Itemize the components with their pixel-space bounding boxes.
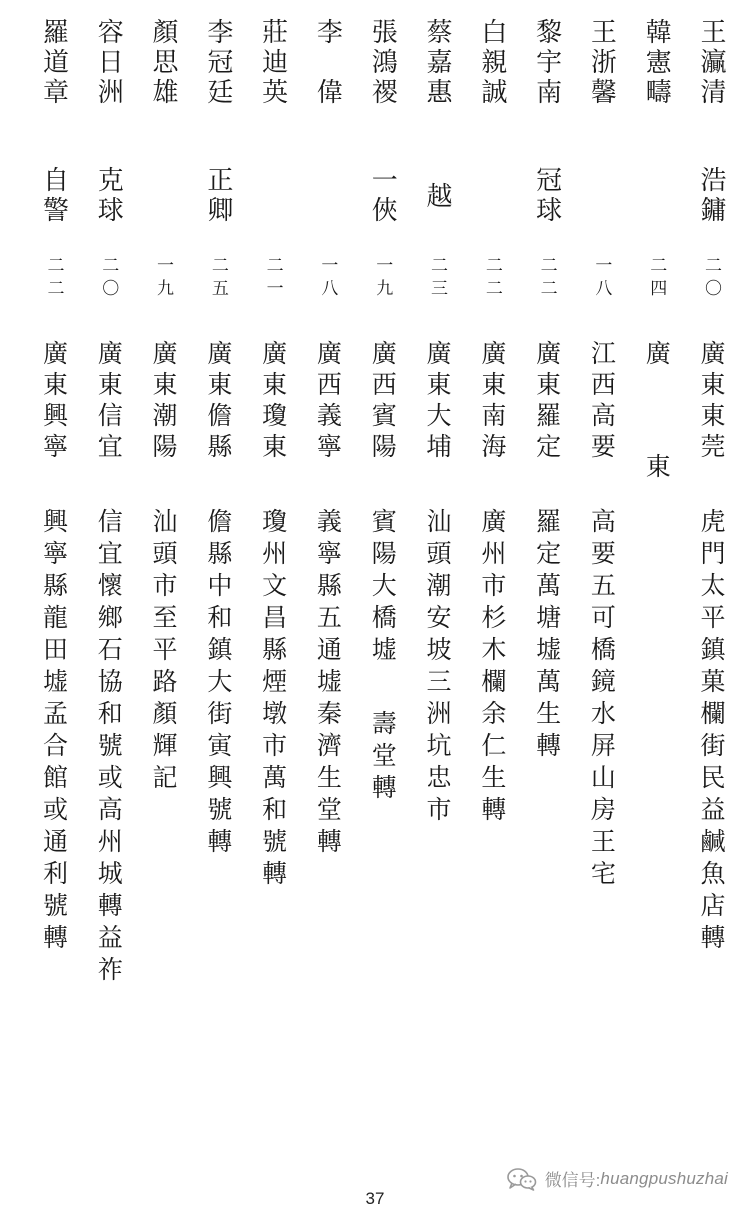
record-alias: 冠球 bbox=[531, 166, 562, 226]
record-birthplace: 廣東大埔 bbox=[423, 340, 453, 464]
record-birthplace: 廣東潮陽 bbox=[149, 340, 179, 464]
record-address: 瓊州文昌縣煙墩市萬和號轉 bbox=[258, 508, 288, 892]
record-birthplace: 廣西賓陽 bbox=[368, 340, 398, 464]
record-age: 一八 bbox=[591, 256, 612, 302]
record-alias: 自警 bbox=[38, 166, 69, 226]
record-name: 莊迪英 bbox=[257, 18, 288, 108]
wechat-watermark bbox=[507, 1166, 728, 1191]
record-address-main: 賓陽大橋墟 bbox=[368, 508, 398, 668]
record-name: 張鴻禝 bbox=[367, 18, 398, 108]
watermark-label: 微信号: bbox=[544, 1171, 601, 1190]
record-name: 王浙馨 bbox=[586, 18, 617, 108]
record-age: 一八 bbox=[317, 256, 338, 302]
page-number: 37 bbox=[365, 1189, 385, 1208]
record-name: 蔡嘉惠 bbox=[422, 18, 453, 108]
record-name: 李冠廷 bbox=[202, 18, 233, 108]
record-address: 義寧縣五通墟秦濟生堂轉 bbox=[313, 508, 343, 860]
record-name: 黎宇南 bbox=[531, 18, 562, 108]
record-name: 王灜清 bbox=[696, 18, 726, 108]
roster-record bbox=[464, 18, 519, 1058]
record-age: 二五 bbox=[207, 256, 228, 302]
record-name: 白親誠 bbox=[476, 18, 507, 108]
record-birthplace: 廣東東莞 bbox=[697, 340, 726, 464]
roster-record bbox=[300, 18, 355, 1058]
record-address: 興寧縣龍田墟孟合館或通利號轉 bbox=[39, 508, 69, 956]
roster-record bbox=[409, 18, 464, 1058]
record-birthplace: 江西高要 bbox=[587, 340, 617, 464]
record-age: 一九 bbox=[153, 256, 174, 302]
record-address: 高要五可橋鏡水屏山房王宅 bbox=[587, 508, 617, 892]
record-birthplace: 廣東興寧 bbox=[39, 340, 69, 464]
roster-record bbox=[628, 18, 683, 1058]
roster-record bbox=[354, 18, 409, 1058]
record-birthplace: 廣東信宜 bbox=[94, 340, 124, 464]
record-address: 儋縣中和鎮大街寅興號轉 bbox=[203, 508, 233, 860]
record-age: 二〇 bbox=[98, 256, 119, 302]
record-birthplace: 廣東羅定 bbox=[532, 340, 562, 464]
record-address: 信宜懷鄉石協和號或高州城轉益祚 bbox=[94, 508, 124, 988]
record-age: 二一 bbox=[262, 256, 283, 302]
record-address bbox=[354, 508, 409, 806]
record-address-continuation: 壽堂轉 bbox=[368, 710, 398, 806]
roster-record bbox=[190, 18, 245, 1058]
roster-record bbox=[135, 18, 190, 1058]
record-address: 廣州市杉木欄余仁生轉 bbox=[477, 508, 507, 828]
roster-record bbox=[574, 18, 629, 1058]
record-age: 二三 bbox=[427, 256, 448, 302]
record-age: 二二 bbox=[43, 256, 64, 302]
cadet-roster bbox=[26, 18, 738, 1058]
record-birthplace: 廣東 bbox=[642, 340, 672, 566]
record-address: 汕頭潮安坡三洲坑忠市 bbox=[423, 508, 453, 828]
record-name: 羅道章 bbox=[38, 18, 69, 108]
wechat-icon bbox=[507, 1167, 537, 1191]
record-birthplace: 廣東瓊東 bbox=[258, 340, 288, 464]
record-name: 韓憲疇 bbox=[641, 18, 672, 108]
roster-record bbox=[683, 18, 738, 1058]
record-address: 汕頭市至平路顏輝記 bbox=[149, 508, 179, 796]
record-birthplace: 廣東南海 bbox=[477, 340, 507, 464]
record-alias: 一俠 bbox=[367, 166, 398, 226]
record-age: 二〇 bbox=[701, 256, 721, 302]
record-birthplace: 廣東儋縣 bbox=[203, 340, 233, 464]
record-age: 二四 bbox=[646, 256, 667, 302]
roster-record bbox=[80, 18, 135, 1058]
roster-record bbox=[519, 18, 574, 1058]
record-age: 一九 bbox=[372, 256, 393, 302]
record-address: 羅定萬塘墟萬生轉 bbox=[532, 508, 562, 764]
watermark-brand: huangpushuzhai bbox=[600, 1168, 728, 1188]
record-birthplace: 廣西義寧 bbox=[313, 340, 343, 464]
record-alias: 正卿 bbox=[202, 166, 233, 226]
record-age: 二二 bbox=[536, 256, 557, 302]
roster-record bbox=[26, 18, 81, 1058]
record-name: 容日洲 bbox=[93, 18, 124, 108]
record-age: 二二 bbox=[481, 256, 502, 302]
record-alias: 浩鏞 bbox=[696, 166, 726, 226]
record-name: 李 偉 bbox=[312, 18, 343, 108]
record-alias: 克球 bbox=[93, 166, 124, 226]
record-address: 虎門太平鎮菓欄街民益鹹魚店轉 bbox=[697, 508, 726, 956]
record-alias: 越 bbox=[422, 182, 453, 212]
record-name: 顏思雄 bbox=[148, 18, 179, 108]
roster-record bbox=[245, 18, 300, 1058]
